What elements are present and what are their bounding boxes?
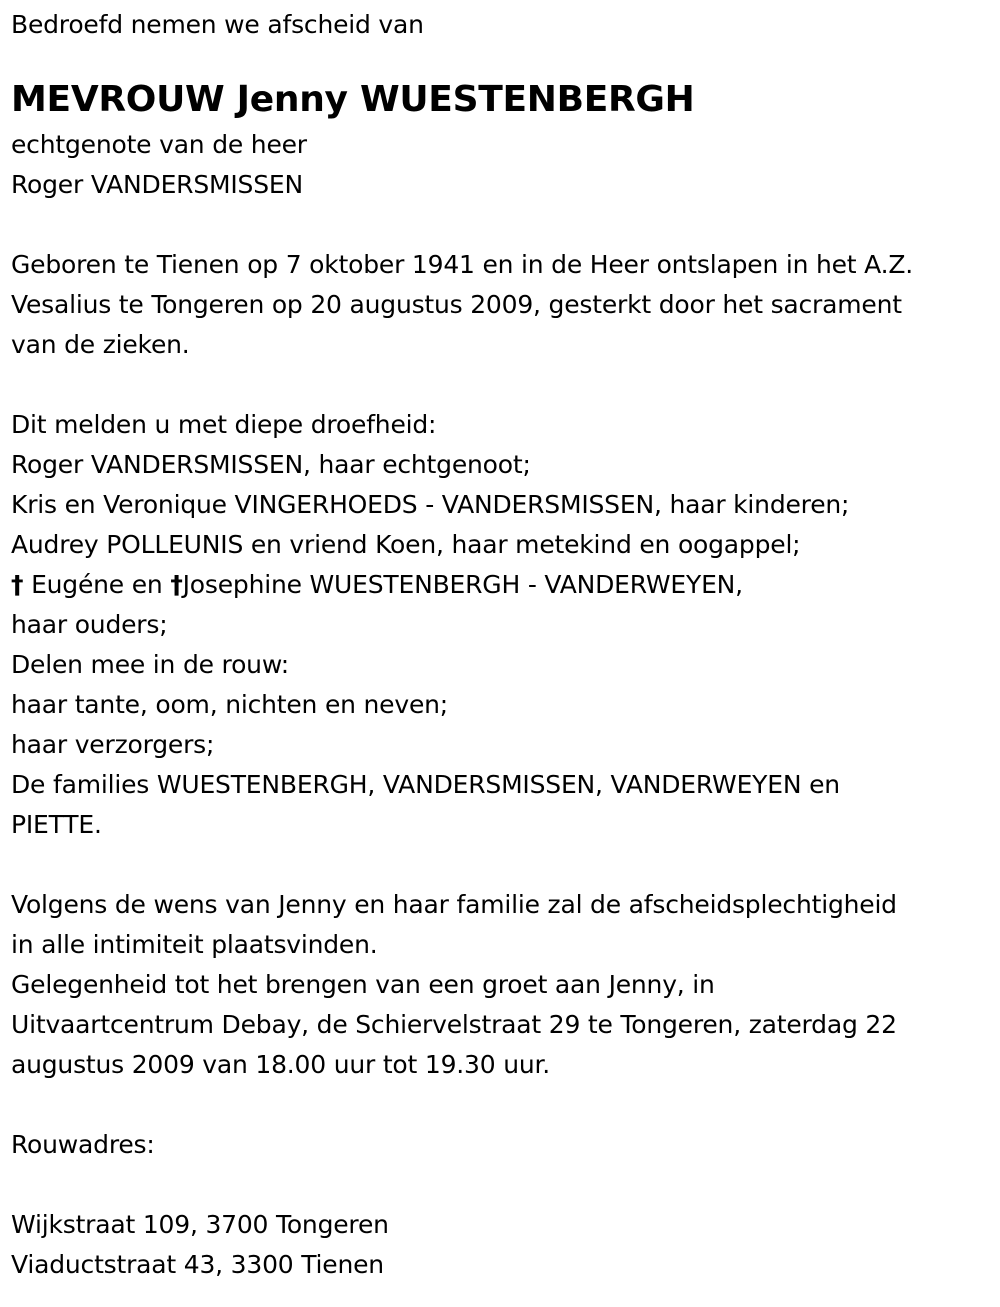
- announcer-line: Roger VANDERSMISSEN, haar echtgenoot;: [11, 450, 531, 479]
- parents-line: [11, 565, 996, 605]
- spacer: [11, 845, 996, 885]
- mother-name: Josephine WUESTENBERGH - VANDERWEYEN,: [182, 570, 743, 599]
- ceremony-line: augustus 2009 van 18.00 uur tot 19.30 uur.: [11, 1050, 551, 1079]
- spouse-line-2: Roger VANDERSMISSEN: [11, 170, 303, 199]
- spacer: [11, 365, 996, 405]
- ceremony-line: Gelegenheid tot het brengen van een groet aan Jenny, in: [11, 970, 715, 999]
- deceased-name: MEVROUW Jenny WUESTENBERGH: [11, 79, 695, 120]
- address-line: Viaductstraat 43, 3300 Tienen: [11, 1250, 384, 1279]
- mourner-line: PIETTE.: [11, 810, 102, 839]
- mourning-heading: Delen mee in de rouw:: [11, 650, 289, 679]
- cross-icon: †: [11, 570, 24, 599]
- ceremony-line: Volgens de wens van Jenny en haar familie zal de afscheidsplechtigheid: [11, 890, 897, 919]
- spacer: [11, 1085, 996, 1125]
- address-line: Wijkstraat 109, 3700 Tongeren: [11, 1210, 389, 1239]
- address-heading: Rouwadres:: [11, 1130, 155, 1159]
- mourner-line: haar tante, oom, nichten en neven;: [11, 690, 448, 719]
- intro-line: Bedroefd nemen we afscheid van: [11, 10, 424, 39]
- spacer: [11, 1165, 996, 1205]
- cross-icon: †: [170, 570, 183, 599]
- father-name: Eugéne en: [31, 570, 163, 599]
- announcers-heading: Dit melden u met diepe droefheid:: [11, 410, 437, 439]
- spacer: [11, 205, 996, 245]
- parents-suffix: haar ouders;: [11, 610, 168, 639]
- mourner-line: De families WUESTENBERGH, VANDERSMISSEN, VANDERWEYEN en: [11, 770, 840, 799]
- ceremony-line: Uitvaartcentrum Debay, de Schiervelstraat 29 te Tongeren, zaterdag 22: [11, 1010, 897, 1039]
- announcer-line: Kris en Veronique VINGERHOEDS - VANDERSMISSEN, haar kinderen;: [11, 490, 850, 519]
- ceremony-line: in alle intimiteit plaatsvinden.: [11, 930, 378, 959]
- birth-death-line: Vesalius te Tongeren op 20 augustus 2009, gesterkt door het sacrament: [11, 290, 902, 319]
- birth-death-line: Geboren te Tienen op 7 oktober 1941 en in de Heer ontslapen in het A.Z.: [11, 250, 914, 279]
- mourner-line: haar verzorgers;: [11, 730, 215, 759]
- announcer-line: Audrey POLLEUNIS en vriend Koen, haar metekind en oogappel;: [11, 530, 801, 559]
- spouse-line-1: echtgenote van de heer: [11, 130, 307, 159]
- birth-death-line: van de zieken.: [11, 330, 190, 359]
- obituary-notice: [11, 0, 996, 1285]
